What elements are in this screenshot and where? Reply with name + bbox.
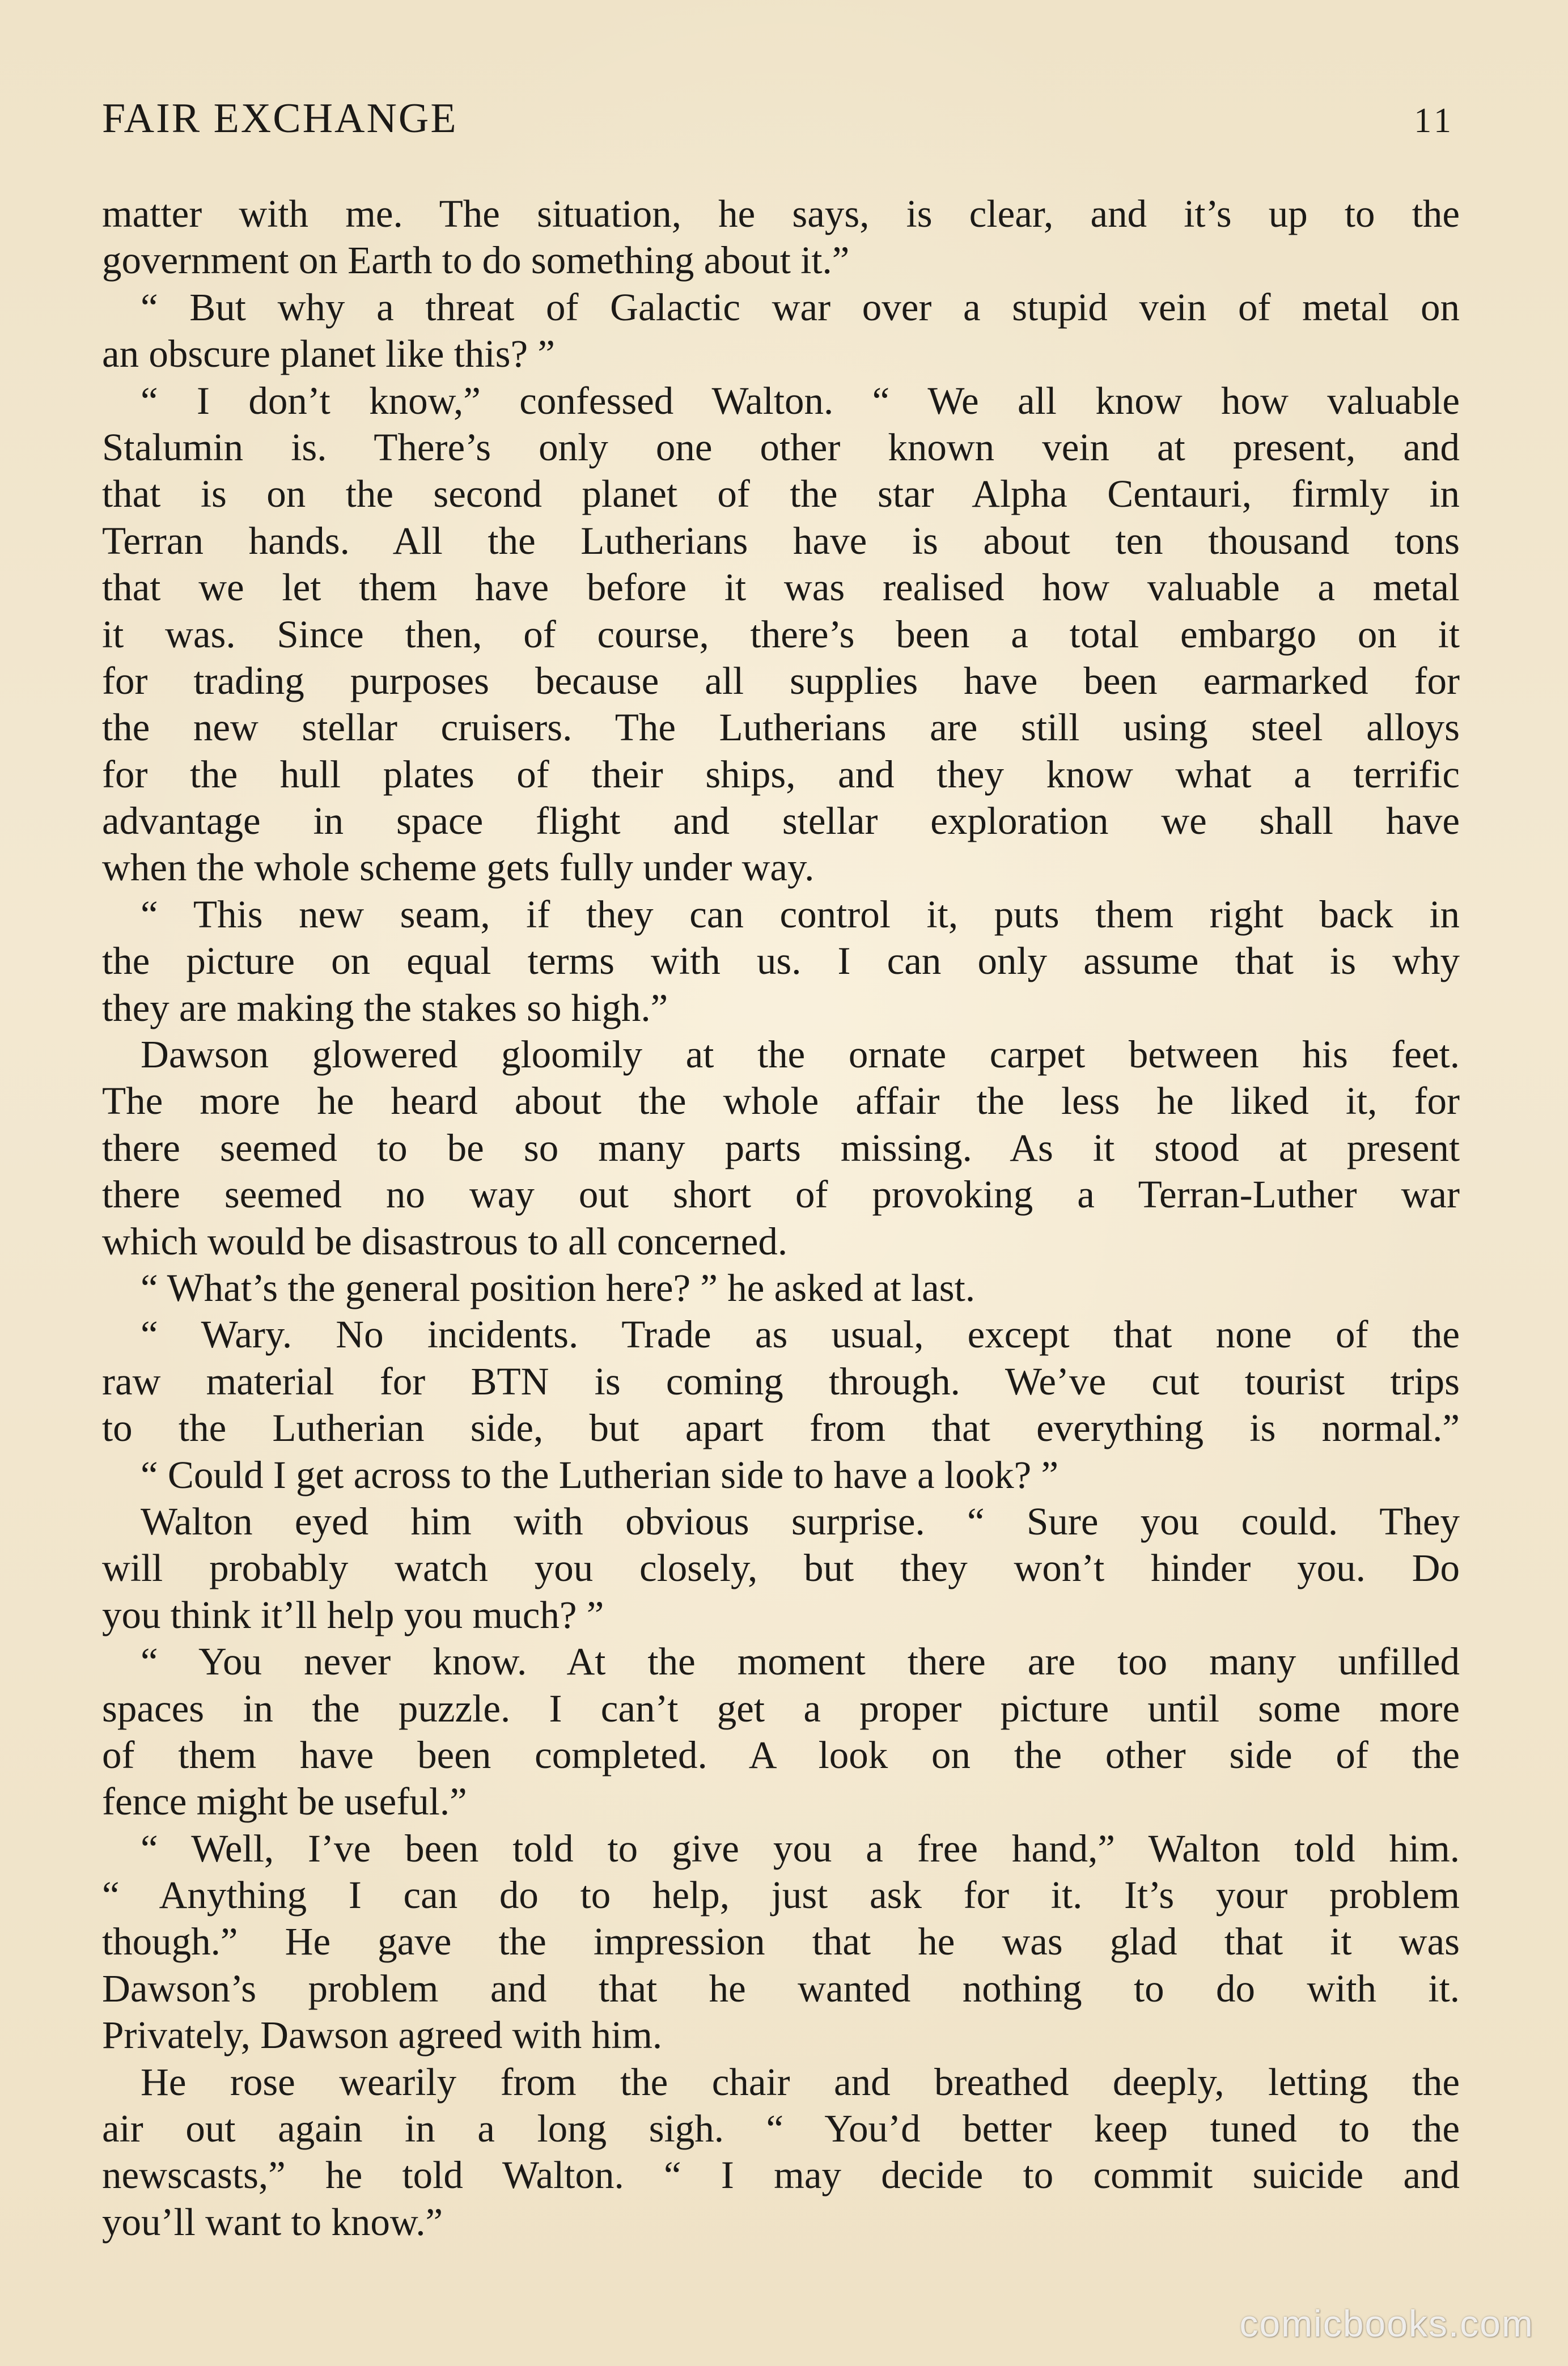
text-line: there seemed to be so many parts missing. As it stood at present xyxy=(102,1126,1460,1169)
page-number: 11 xyxy=(1414,101,1455,140)
text-line: “ Wary. No incidents. Trade as usual, except that none of the xyxy=(141,1313,1460,1356)
text-line: the new stellar cruisers. The Lutherians are still using steel alloys xyxy=(102,706,1460,749)
text-line: that we let them have before it was realised how valuable a metal xyxy=(102,566,1460,609)
text-line: Privately, Dawson agreed with him. xyxy=(102,2013,663,2057)
text-line: Stalumin is. There’s only one other known vein at present, and xyxy=(102,425,1460,469)
text-line: “ Well, I’ve been told to give you a free hand,” Walton told him. xyxy=(141,1826,1460,1870)
text-line: advantage in space flight and stellar exploration we shall have xyxy=(102,799,1460,843)
text-line: “ You never know. At the moment there are too many unfilled xyxy=(141,1640,1460,1684)
text-line: raw material for BTN is coming through. We’ve cut tourist trips xyxy=(102,1359,1460,1403)
text-line: that is on the second planet of the star Alpha Centauri, firmly in xyxy=(102,472,1460,516)
text-line: “ What’s the general position here? ” he asked at last. xyxy=(141,1266,976,1309)
text-line: to the Lutherian side, but apart from that everything is normal.” xyxy=(102,1406,1460,1450)
text-line: there seemed no way out short of provoking a Terran-Luther war xyxy=(102,1173,1460,1216)
text-line: which would be disastrous to all concerned. xyxy=(102,1219,788,1263)
text-line: “ Could I get across to the Lutherian side to have a look? ” xyxy=(141,1453,1059,1496)
text-line: for the hull plates of their ships, and they know what a terrific xyxy=(102,752,1460,796)
text-line: they are making the stakes so high.” xyxy=(102,986,668,1029)
text-line: The more he heard about the whole affair the less he liked it, for xyxy=(102,1079,1460,1123)
text-line: Dawson glowered gloomily at the ornate carpet between his feet. xyxy=(141,1033,1460,1076)
text-line: an obscure planet like this? ” xyxy=(102,332,555,376)
text-line: you think it’ll help you much? ” xyxy=(102,1593,604,1636)
text-line: when the whole scheme gets fully under way. xyxy=(102,846,815,889)
text-line: Dawson’s problem and that he wanted nothing to do with it. xyxy=(102,1966,1460,2010)
text-line: of them have been completed. A look on the other side of the xyxy=(102,1733,1460,1776)
running-title: FAIR EXCHANGE xyxy=(102,95,458,142)
text-line: will probably watch you closely, but they won’t hinder you. Do xyxy=(102,1546,1460,1590)
text-line: “ This new seam, if they can control it, puts them right back in xyxy=(141,892,1460,936)
body-text xyxy=(102,190,1460,2245)
text-line: you’ll want to know.” xyxy=(102,2200,443,2244)
text-line: He rose wearily from the chair and breathed deeply, letting the xyxy=(141,2060,1460,2104)
text-line: “ But why a threat of Galactic war over a stupid vein of metal on xyxy=(141,285,1460,329)
text-line: Terran hands. All the Lutherians have is about ten thousand tons xyxy=(102,519,1460,562)
text-line: it was. Since then, of course, there’s been a total embargo on it xyxy=(102,612,1460,656)
text-line: “ I don’t know,” confessed Walton. “ We all know how valuable xyxy=(141,379,1460,422)
watermark: comicbooks.com xyxy=(1239,2303,1534,2344)
text-line: newscasts,” he told Walton. “ I may decide to commit suicide and xyxy=(102,2153,1460,2197)
page-header xyxy=(102,97,1455,160)
text-line: matter with me. The situation, he says, is clear, and it’s up to the xyxy=(102,192,1460,235)
text-line: for trading purposes because all supplies have been earmarked for xyxy=(102,659,1460,702)
text-line: spaces in the puzzle. I can’t get a proper picture until some more xyxy=(102,1686,1460,1730)
text-line: the picture on equal terms with us. I can only assume that is why xyxy=(102,939,1460,983)
text-line: Walton eyed him with obvious surprise. “ Sure you could. They xyxy=(141,1499,1460,1543)
text-line: though.” He gave the impression that he was glad that it was xyxy=(102,1920,1460,1964)
text-line: “ Anything I can do to help, just ask for it. It’s your problem xyxy=(102,1873,1460,1917)
text-line: air out again in a long sigh. “ You’d better keep tuned to the xyxy=(102,2107,1460,2151)
text-line: fence might be useful.” xyxy=(102,1780,467,1824)
text-line: government on Earth to do something about it.” xyxy=(102,239,850,282)
